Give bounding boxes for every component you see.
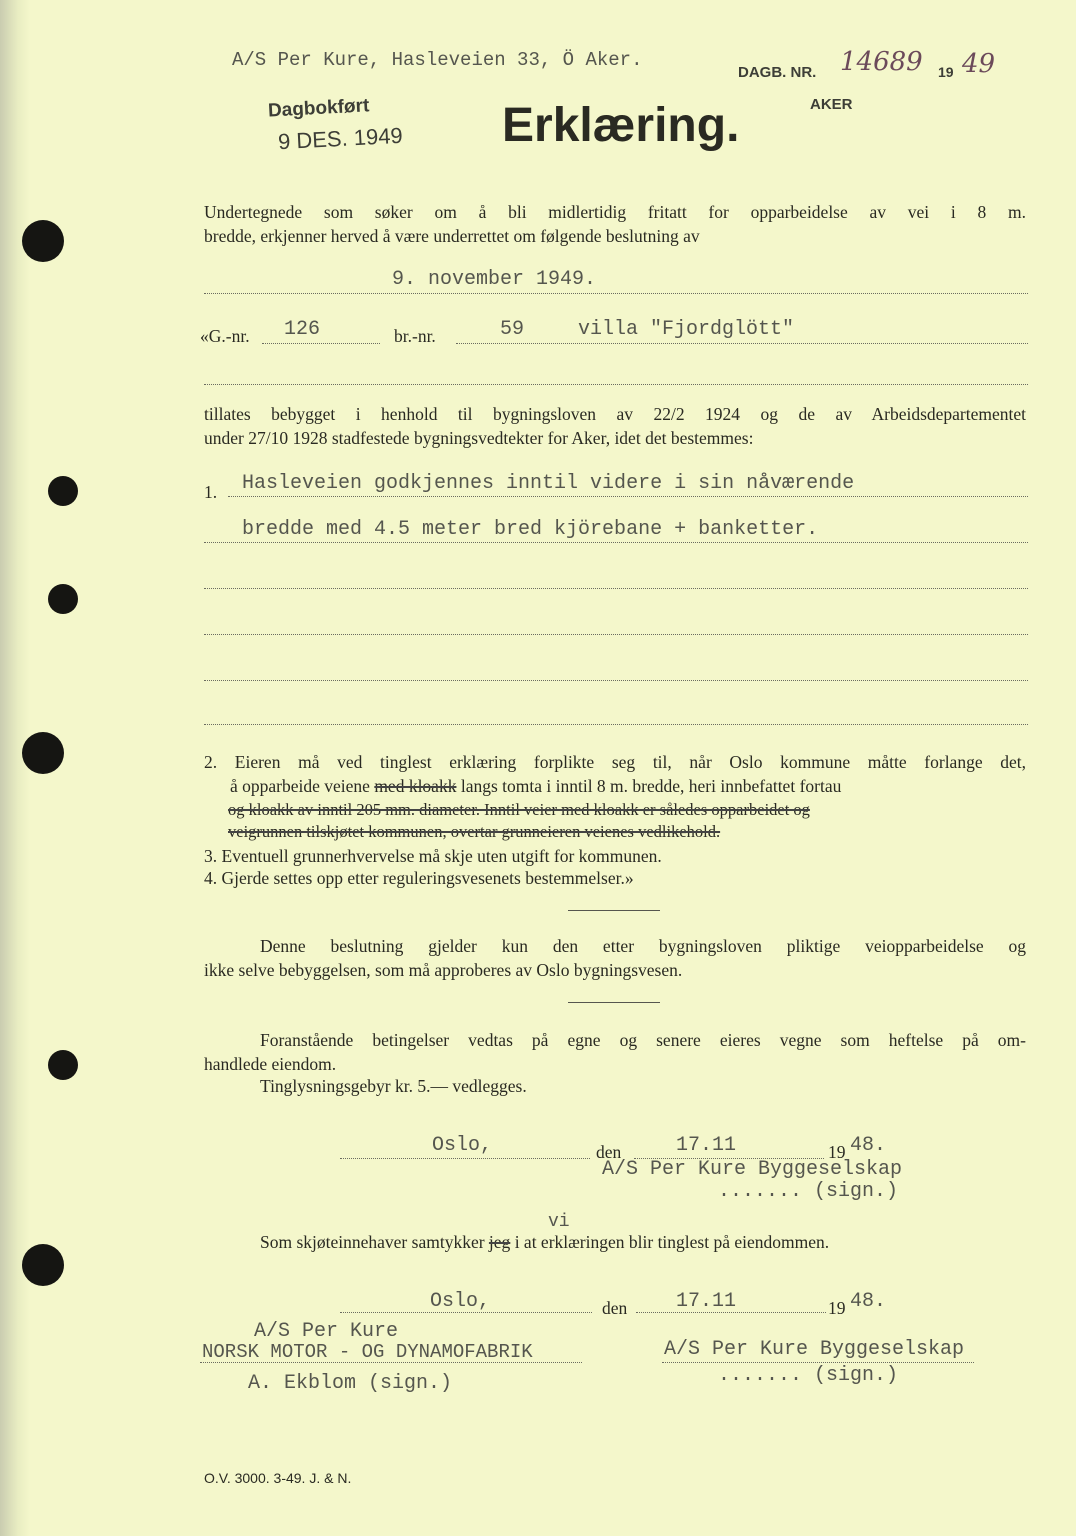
typed-address: A/S Per Kure, Hasleveien 33, Ö Aker. <box>232 49 643 71</box>
condition-3: 3. Eventuell grunnerhvervelse må skje uten utgift for kommunen. <box>204 846 662 866</box>
inserted-word: vi <box>548 1212 570 1232</box>
consent-text: i at erklæringen blir tinglest på eiendommen. <box>514 1232 830 1252</box>
sign-year: 48. <box>850 1134 887 1157</box>
struck-text: veigrunnen tilskjøtet kommunen, overtar grunneieren veienes vedlikehold. <box>228 822 721 841</box>
den-label: den <box>596 1142 622 1162</box>
dagb-year-prefix: 19 <box>938 64 954 80</box>
struck-text: og kloakk av inntil 205 mm. diameter. Inntil veier med kloakk er således opparbeidet og <box>228 800 810 819</box>
fee-line: Tinglysningsgebyr kr. 5.— vedlegges. <box>260 1076 527 1096</box>
place-oslo: Oslo, <box>430 1290 491 1313</box>
permit-line-1: tillates bebygget i henhold til bygningsloven av 22/2 1924 og de av Arbeidsdepartementet <box>204 404 1026 424</box>
condition-1-line-1: Hasleveien godkjennes inntil videre i sin nåværende <box>242 472 855 495</box>
print-footer: O.V. 3000. 3-49. J. & N. <box>204 1470 352 1486</box>
punch-hole <box>22 1244 64 1286</box>
dotted-line <box>262 343 380 344</box>
dotted-line <box>340 1312 592 1313</box>
dotted-line <box>204 293 1028 294</box>
condition-2-line-1: 2. Eieren må ved tinglest erklæring forplikte seg til, når Oslo kommune måtte forlange det, <box>204 752 1026 772</box>
scope-note-line-1: Denne beslutning gjelder kun den etter bygningsloven pliktige veiopparbeidelse og <box>260 936 1026 956</box>
brnr-label: br.-nr. <box>394 326 436 346</box>
divider <box>568 1002 660 1003</box>
punch-hole <box>48 584 78 614</box>
decision-date: 9. november 1949. <box>392 268 597 291</box>
place-oslo: Oslo, <box>432 1134 493 1157</box>
dotted-line <box>204 724 1028 725</box>
villa-name: villa "Fjordglött" <box>578 318 795 341</box>
brnr-value: 59 <box>500 318 525 341</box>
condition-1-number: 1. <box>204 482 218 502</box>
condition-1-line-2: bredde med 4.5 meter bred kjörebane + banketter. <box>242 518 819 541</box>
condition-2-line-2 <box>230 774 1026 798</box>
condition-2-text: langs tomta i inntil 8 m. bredde, heri innbefattet fortau <box>460 776 842 796</box>
consent-line <box>260 1230 829 1254</box>
year-prefix: 19 <box>828 1298 846 1318</box>
dagbokfort-stamp-date: 9 DES. 1949 <box>277 122 404 155</box>
dotted-line <box>228 496 1028 497</box>
struck-text: med kloakk <box>374 776 457 796</box>
document-title: Erklæring. <box>502 99 740 152</box>
gnr-value: 126 <box>284 318 321 341</box>
intro-line-2: bredde, erkjenner herved å være underrettet om følgende beslutning av <box>204 226 700 246</box>
sign-date: 17.11 <box>676 1290 737 1313</box>
obligation-line-1: Foranstående betingelser vedtas på egne og senere eieres vegne som heftelse på om- <box>260 1030 1026 1050</box>
punch-hole <box>48 476 78 506</box>
sign-date: 17.11 <box>676 1134 737 1157</box>
struck-text: jeg <box>488 1232 511 1252</box>
owner-company: A/S Per Kure <box>254 1320 399 1343</box>
dotted-line <box>204 680 1028 681</box>
signature-placeholder: ....... (sign.) <box>718 1364 899 1387</box>
dagbokfort-stamp-label: Dagbokført <box>267 95 370 122</box>
sign-year: 48. <box>850 1290 887 1313</box>
owner-signature: A. Ekblom (sign.) <box>248 1372 453 1395</box>
punch-hole <box>48 1050 78 1080</box>
dotted-line <box>662 1362 974 1363</box>
dotted-line <box>204 542 1028 543</box>
condition-2-text: å opparbeide veiene <box>230 776 370 796</box>
den-label: den <box>602 1298 628 1318</box>
scope-note-line-2: ikke selve bebyggelsen, som må approberes av Oslo bygningsvesen. <box>204 960 683 980</box>
consent-text: Som skjøteinnehaver samtykker <box>260 1232 485 1252</box>
aker-stamp: AKER <box>810 96 853 113</box>
permit-line-2: under 27/10 1928 stadfestede bygningsvedtekter for Aker, idet det bestemmes: <box>204 428 754 448</box>
dagb-number-handwritten: 14689 <box>840 47 923 77</box>
punch-hole <box>22 732 64 774</box>
dotted-line <box>456 343 1028 344</box>
dotted-line <box>204 588 1028 589</box>
dotted-line <box>636 1312 826 1313</box>
punch-hole <box>22 220 64 262</box>
company-name: A/S Per Kure Byggeselskap <box>602 1158 903 1181</box>
dotted-line <box>204 384 1028 385</box>
dotted-line <box>340 1158 590 1159</box>
dotted-line <box>200 1362 582 1363</box>
owner-factory: NORSK MOTOR - OG DYNAMOFABRIK <box>202 1341 533 1363</box>
condition-4: 4. Gjerde settes opp etter reguleringsvesenets bestemmelser.» <box>204 868 634 888</box>
obligation-line-2: handlede eiendom. <box>204 1054 337 1074</box>
dagb-year-handwritten: 49 <box>962 49 996 79</box>
intro-line-1: Undertegnede som søker om å bli midlertidig fritatt for opparbeidelse av vei i 8 m. <box>204 202 1026 222</box>
dagb-nr-label: DAGB. NR. <box>738 64 817 81</box>
divider <box>568 910 660 911</box>
signature-placeholder: ....... (sign.) <box>718 1180 899 1203</box>
company-name: A/S Per Kure Byggeselskap <box>664 1338 965 1361</box>
dotted-line <box>204 634 1028 635</box>
year-prefix: 19 <box>828 1142 846 1162</box>
gnr-label: «G.-nr. <box>200 326 250 346</box>
